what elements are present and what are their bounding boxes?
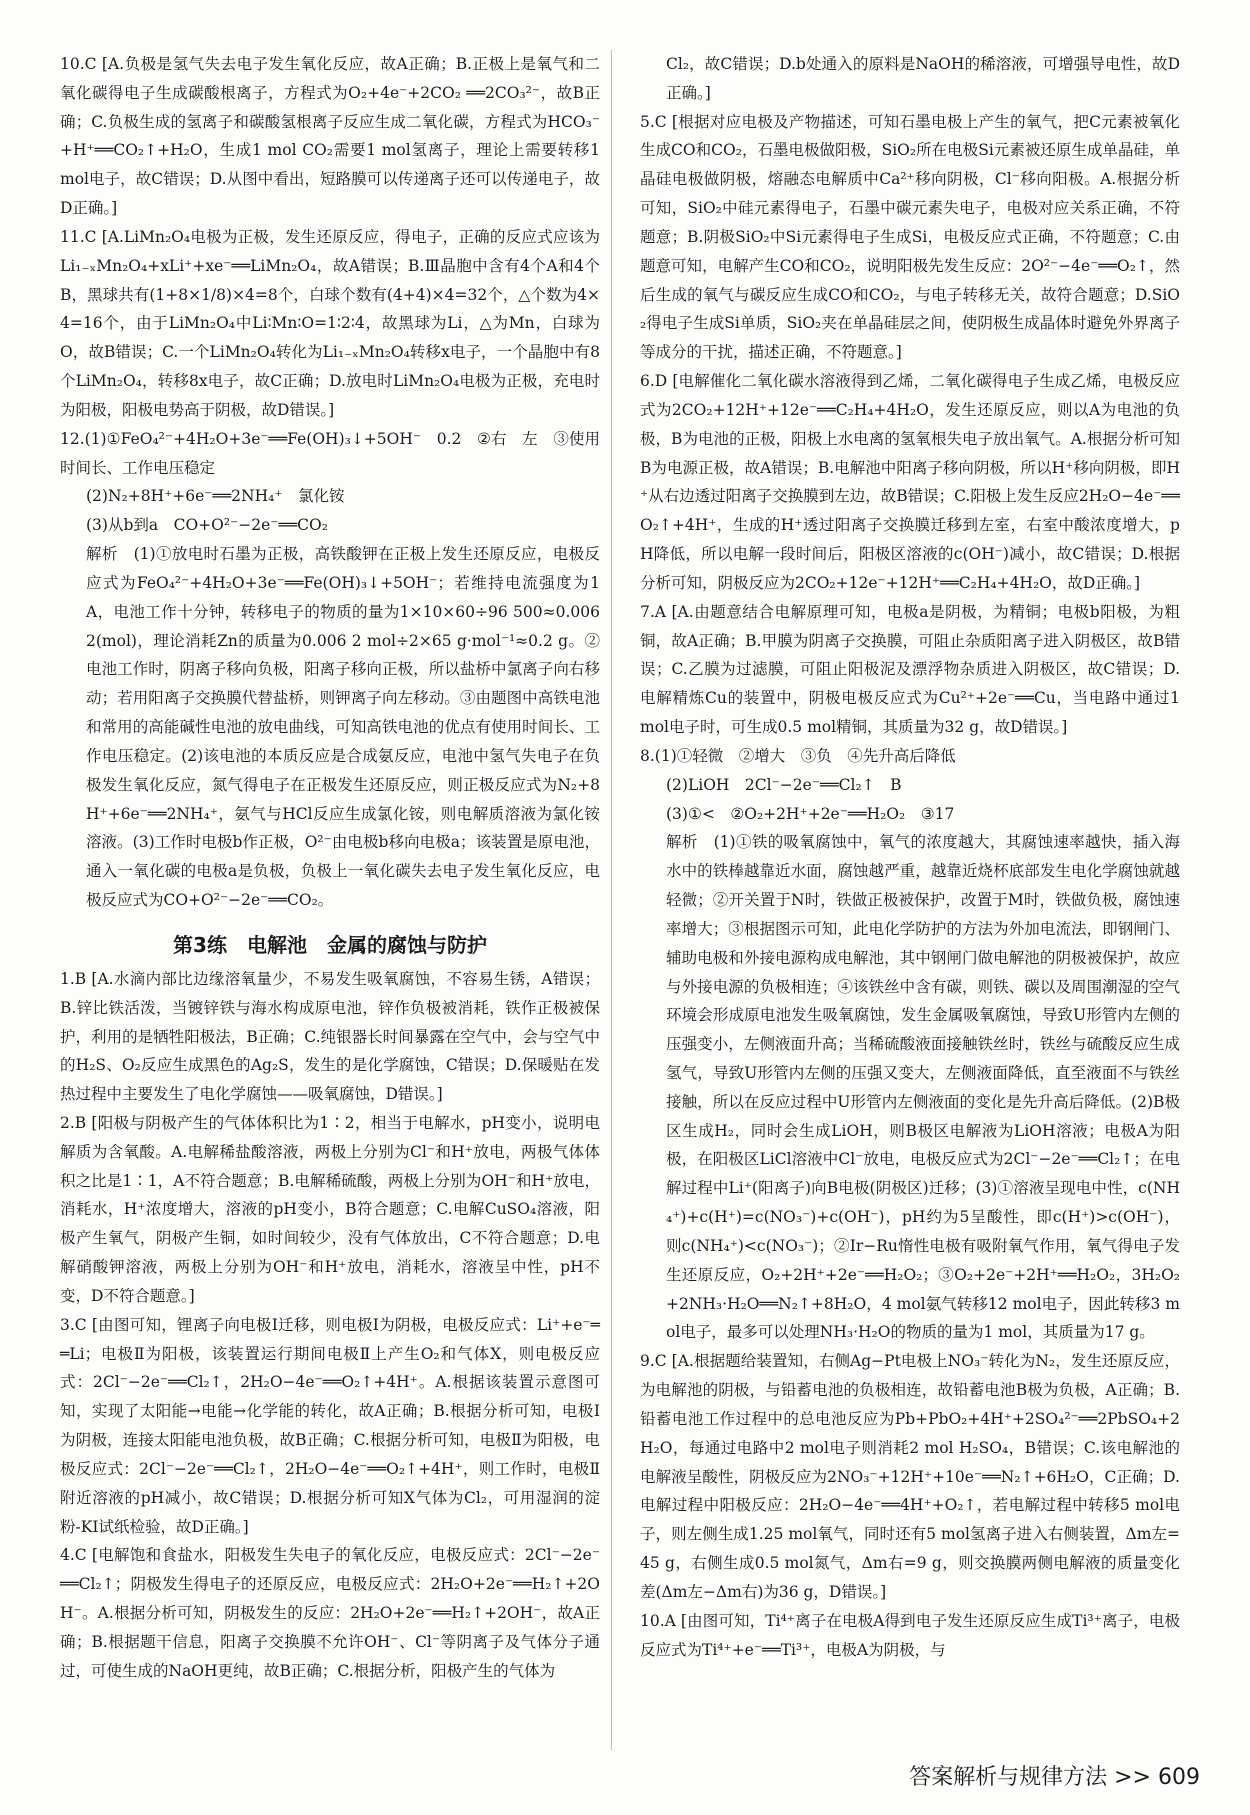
- answer-paragraph: 解析 (1)①放电时石墨为正极，高铁酸钾在正极上发生还原反应，电极反应式为FeO₄²⁻+4H₂O+3e⁻══Fe(OH)₃↓+5OH⁻；若维持电流强度为1 A，电池工作十分钟，转移电子的物质的量为1×10×60÷96 500≈0.006 2(mol)，理论消耗Zn的质量为0.006 2 mol÷2×65 g·mol⁻¹≈0.2 g。②电池工作时，阴离子移向负极，阳离子移向正极，所以盐桥中氯离子向右移动；若用阳离子交换膜代替盐桥，则钾离子向左移动。③由题图中高铁电池和常用的高能碱性电池的放电曲线，可知高铁电池的优点有使用时间长、工作电压稳定。(2)该电池的本质反应是合成氨反应，电池中氢气失电子在负极发生氧化反应，氮气得电子在正极发生还原反应，则正极反应式为N₂+8H⁺+6e⁻══2NH₄⁺，氨气与HCl反应生成氯化铵，则电解质溶液为氯化铵溶液。(3)工作时电极b作正极，O²⁻由电极b移向电极a；该装置是原电池，通入一氧化碳的电极a是负极，负极上一氧化碳失去电子发生氧化反应，电极反应式为CO+O²⁻−2e⁻══CO₂。: [86, 545, 600, 910]
- page-number: 609: [1158, 1765, 1200, 1790]
- answer-paragraph: 7.A [A.由题意结合电解原理可知，电极a是阴极，为精铜；电极b阳极，为粗铜，故A正确；B.甲膜为阴离子交换膜，可阻止杂质阳离子进入阴极区，故B错误；C.乙膜为过滤膜，可阻止阳极泥及漂浮物杂质进入阴极区，故C错误；D.电解精炼Cu的装置中，阴极电极反应式为Cu²⁺+2e⁻══Cu，当电路中通过1 mol电子时，可生成0.5 mol精铜，其质量为32 g，故D错误。]: [640, 602, 1180, 737]
- answer-paragraph: 10.C [A.负极是氢气失去电子发生氧化反应，故A正确；B.正极上是氧气和二氧化碳得电子生成碳酸根离子，方程式为O₂+4e⁻+2CO₂ ══2CO₃²⁻，故B正确；C.负极生成的氢离子和碳酸氢根离子反应生成二氧化碳，方程式为HCO₃⁻+H⁺══CO₂↑+H₂O，生成1 mol CO₂需要1 mol氢离子，理论上需要转移1 mol电子，故C错误；D.从图中看出，短路膜可以传递离子还可以传递电子，故D正确。]: [60, 55, 600, 218]
- answer-paragraph: 4.C [电解饱和食盐水，阳极发生失电子的氧化反应，电极反应式：2Cl⁻−2e⁻══Cl₂↑；阴极发生得电子的还原反应，电极反应式：2H₂O+2e⁻══H₂↑+2OH⁻。A.根据分析可知，阴极发生的反应：2H₂O+2e⁻══H₂↑+2OH⁻，故A正确；B.根据题干信息，阳离子交换膜不允许OH⁻、Cl⁻等阴离子及气体分子通过，可使生成的NaOH更纯，故B正确；C.根据分析，阳极产生的气体为: [60, 1546, 600, 1680]
- answer-paragraph: 9.C [A.根据题给装置知，右侧Ag−Pt电极上NO₃⁻转化为N₂，发生还原反应，为电解池的阴极，与铅蓄电池的负极相连，故铅蓄电池B极为负极，A正确；B.铅蓄电池工作过程中的总电池反应为Pb+PbO₂+4H⁺+2SO₄²⁻══2PbSO₄+2H₂O，每通过电路中2 mol电子则消耗2 mol H₂SO₄，B错误；C.该电解池的电解液呈酸性，阴极反应为2NO₃⁻+12H⁺+10e⁻══N₂↑+6H₂O，C正确；D.电解过程中阳极反应：2H₂O−4e⁻══4H⁺+O₂↑，若电解过程中转移5 mol电子，则左侧生成1.25 mol氧气，同时还有5 mol氢离子进入右侧装置，Δm左=45 g，右侧生成0.5 mol氮气，Δm右=9 g，则交换膜两侧电解液的质量变化差(Δm左−Δm右)为36 g，D错误。]: [640, 1352, 1180, 1601]
- left-column: [60, 50, 600, 1686]
- answer-paragraph: (3)①< ②O₂+2H⁺+2e⁻══H₂O₂ ③17: [666, 804, 955, 823]
- answer-paragraph: (3)从b到a CO+O²⁻−2e⁻══CO₂: [86, 516, 328, 535]
- right-column: [640, 50, 1180, 1664]
- answer-paragraph: 1.B [A.水滴内部比边缘溶氧量少，不易发生吸氧腐蚀，不容易生锈，A错误；B.锌比铁活泼，当镀锌铁与海水构成原电池，锌作负极被消耗，铁作正极被保护，利用的是牺牲阳极法，B正确；C.纯银器长时间暴露在空气中，会与空气中的H₂S、O₂反应生成黑色的Ag₂S，发生的是化学腐蚀，C错误；D.保暖贴在发热过程中主要发生了电化学腐蚀——吸氧腐蚀，D错误。]: [60, 969, 600, 1104]
- answer-paragraph: (2)LiOH 2Cl⁻−2e⁻══Cl₂↑ B: [666, 775, 902, 794]
- answer-paragraph: 2.B [阳极与阴极产生的气体体积比为1∶2，相当于电解水，pH变小，说明电解质为含氧酸。A.电解稀盐酸溶液，两极上分别为Cl⁻和H⁺放电，两极气体体积之比是1∶1，A不符合题意；B.电解稀硫酸，两极上分别为OH⁻和H⁺放电，消耗水，H⁺浓度增大，溶液的pH变小，B符合题意；C.电解CuSO₄溶液，阳极产生氧气，阴极产生铜，如时间较少，没有气体放出，C不符合题意；D.电解硝酸钾溶液，两极上分别为OH⁻和H⁺放电，消耗水，溶液呈中性，pH不变，D不符合题意。]: [60, 1113, 600, 1305]
- answer-paragraph: 12.(1)①FeO₄²⁻+4H₂O+3e⁻══Fe(OH)₃↓+5OH⁻ 0.2 ②右 左 ③使用时间长、工作电压稳定: [60, 429, 600, 477]
- answer-paragraph: 11.C [A.LiMn₂O₄电极为正极，发生还原反应，得电子，正确的反应式应该为Li₁₋ₓMn₂O₄+xLi⁺+xe⁻══LiMn₂O₄，故A错误；B.Ⅲ晶胞中含有4个A和4个B，黑球共有(1+8×1/8)×4=8个，白球个数有(4+4)×4=32个，△个数为4×4=16个，由于LiMn₂O₄中Li∶Mn∶O=1∶2∶4，故黑球为Li，△为Mn，白球为O，故B错误；C.一个LiMn₂O₄转化为Li₁₋ₓMn₂O₄转移x电子，一个晶胞中有8个LiMn₂O₄，转移8x电子，故C正确；D.放电时LiMn₂O₄电极为正极，充电时为阳极，阳极电势高于阴极，故D错误。]: [60, 227, 600, 419]
- answer-paragraph: 6.D [电解催化二氧化碳水溶液得到乙烯，二氧化碳得电子生成乙烯，电极反应式为2CO₂+12H⁺+12e⁻══C₂H₄+4H₂O，发生还原反应，则以A为电池的负极，B为电池的正极，阳极上水电离的氢氧根失电子放出氧气。A.根据分析可知B为电源正极，故A错误；B.电解池中阳离子移向阴极，所以H⁺移向阴极，即H⁺从右边透过阳离子交换膜到左边，故B错误；C.阳极上发生反应2H₂O−4e⁻══O₂↑+4H⁺，生成的H⁺透过阳离子交换膜迁移到左室，右室中酸浓度增大，pH降低，所以电解一段时间后，阳极区溶液的c(OH⁻)减小，故C错误；D.根据分析可知，阴极反应为2CO₂+12e⁻+12H⁺══C₂H₄+4H₂O，故D正确。]: [640, 372, 1180, 592]
- answer-paragraph: (2)N₂+8H⁺+6e⁻══2NH₄⁺ 氯化铵: [86, 487, 345, 506]
- answer-paragraph: 10.A [由图可知，Ti⁴⁺离子在电极A得到电子发生还原反应生成Ti³⁺离子，电极反应式为Ti⁴⁺+e⁻══Ti³⁺，电极A为阴极，与: [640, 1611, 1180, 1659]
- column-divider: [611, 50, 612, 1750]
- footer-label: 答案解析与规律方法: [909, 1765, 1108, 1790]
- answer-paragraph: Cl₂，故C错误；D.b处通入的原料是NaOH的稀溶液，可增强导电性，故D正确。]: [666, 55, 1180, 102]
- answer-paragraph: 8.(1)①轻微 ②增大 ③负 ④先升高后降低: [640, 746, 956, 765]
- page-footer: [720, 1760, 1200, 1791]
- answer-paragraph: 3.C [由图可知，锂离子向电极Ⅰ迁移，则电极Ⅰ为阴极，电极反应式：Li⁺+e⁻══Li；电极Ⅱ为阳极，该装置运行期间电极Ⅱ上产生O₂和气体X，则电极反应式：2Cl⁻−2e⁻══Cl₂↑，2H₂O−4e⁻══O₂↑+4H⁺。A.根据该装置示意图可知，实现了太阳能→电能→化学能的转化，故A正确；B.根据分析可知，电极Ⅰ为阴极，连接太阳能电池负极，故B正确；C.根据分析可知，电极Ⅱ为阳极，电极反应式：2Cl⁻−2e⁻══Cl₂↑，2H₂O−4e⁻══O₂↑+4H⁺，则工作时，电极Ⅱ附近溶液的pH减小，故C错误；D.根据分析可知X气体为Cl₂，可用湿润的淀粉-KI试纸检验，故D正确。]: [60, 1315, 600, 1536]
- answer-paragraph: 解析 (1)①铁的吸氧腐蚀中，氧气的浓度越大，其腐蚀速率越快，插入海水中的铁棒越靠近水面，腐蚀越严重，越靠近烧杯底部发生电化学腐蚀就越轻微；②开关置于N时，铁做正极被保护，改置于M时，铁做负极，腐蚀速率增大；③根据图示可知，此电化学防护的方法为外加电流法，即钢闸门、辅助电极和外接电源构成电解池，其中钢闸门做电解池的阴极被保护，故应与外接电源的负极相连；④该铁丝中含有碳，则铁、碳以及周围潮湿的空气环境会形成原电池发生吸氧腐蚀，发生金属吸氧腐蚀，导致U形管内左侧的压强变小，左侧液面升高；当稀硫酸液面接触铁丝时，铁丝与硫酸反应生成氢气，导致U形管内左侧的压强又变大，左侧液面降低，直至液面不与铁丝接触，所以在反应过程中U形管内左侧液面的变化是先升高后降低。(2)B极区生成H₂，同时会生成LiOH，则B极区电解液为LiOH溶液；电极A为阳极，在阳极区LiCl溶液中Cl⁻放电，电极反应式为2Cl⁻−2e⁻══Cl₂↑；在电解过程中Li⁺(阳离子)向B电极(阴极区)迁移；(3)①溶液呈现电中性，c(NH₄⁺)+c(H⁺)=c(NO₃⁻)+c(OH⁻)，pH约为5呈酸性，即c(H⁺)>c(OH⁻)，则c(NH₄⁺)<c(NO₃⁻)；②Ir−Ru惰性电极有吸附氧气作用，氧气得电子发生还原反应，O₂+2H⁺+2e⁻══H₂O₂；③O₂+2e⁻+2H⁺══H₂O₂，3H₂O₂+2NH₃·H₂O══N₂↑+8H₂O，4 mol氨气转移12 mol电子，因此转移3 mol电子，最多可以处理NH₃·H₂O的物质的量为1 mol，其质量为17 g。: [666, 833, 1180, 1342]
- answer-paragraph: 5.C [根据对应电极及产物描述，可知石墨电极上产生的氧气，把C元素被氧化生成CO和CO₂，石墨电极做阳极，SiO₂所在电极Si元素被还原生成单晶硅，单晶硅电极做阴极，熔融态电解质中Ca²⁺移向阴极，Cl⁻移向阳极。A.根据分析可知，SiO₂中硅元素得电子，石墨中碳元素失电子，电极对应关系正确，不符题意；B.阴极SiO₂中Si元素得电子生成Si，电极反应式正确，不符题意；C.由题意可知，电解产生CO和CO₂，说明阳极先发生反应：2O²⁻−4e⁻══O₂↑，然后生成的氧气与碳反应生成CO和CO₂，与电子转移无关，故符合题意；D.SiO₂得电子生成Si单质，SiO₂夹在单晶硅层之间，使阴极生成晶体时避免外界离子等成分的干扰，描述正确，不符题意。]: [640, 112, 1180, 362]
- section-title: 第3练 电解池 金属的腐蚀与防护: [173, 932, 487, 957]
- footer-arrows: >>: [1114, 1765, 1151, 1790]
